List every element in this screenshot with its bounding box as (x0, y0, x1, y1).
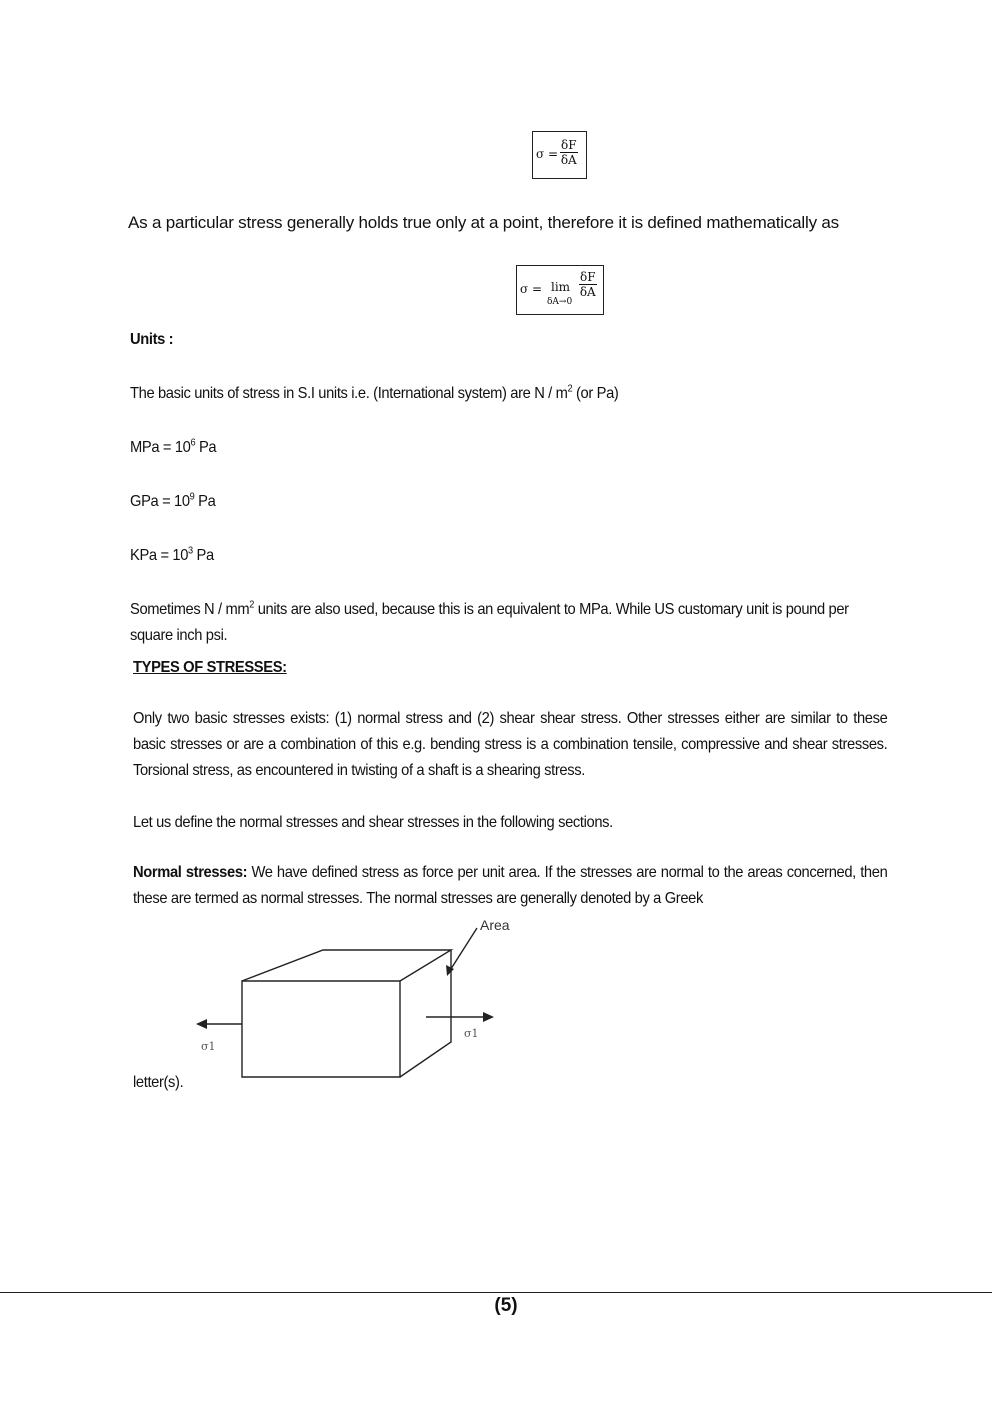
area-label: Area (480, 917, 510, 933)
mpa-post: Pa (195, 439, 217, 456)
sometimes-post: units are also used, because this is an equivalent to MPa. While US customary unit is pound per square inch psi. (130, 601, 849, 644)
normal-stresses-paragraph (133, 860, 887, 912)
kpa-text: KPa = 10 (130, 547, 189, 564)
units-basic-post: (or Pa) (572, 385, 619, 402)
units-sometimes-paragraph (130, 597, 892, 649)
equation-stress-definition (532, 131, 587, 179)
sometimes-text: Sometimes N / mm (130, 601, 250, 618)
limit-operator: lim (551, 280, 571, 294)
gpa-text: GPa = 10 (130, 493, 190, 510)
area-leader-line (449, 928, 477, 972)
normal-stresses-label: Normal stresses: (133, 864, 248, 881)
units-basic-text: The basic units of stress in S.I units i.e. (International system) are N / m (130, 385, 568, 402)
limit-subscript: δA→0 (547, 297, 573, 307)
block-front-face (242, 981, 400, 1077)
types-heading: TYPES OF STRESSES: (133, 659, 287, 676)
equation-lhs: σ = (520, 282, 543, 296)
intro-paragraph: As a particular stress generally holds true only at a point, therefore it is defined mathematically as (128, 213, 839, 232)
sigma-left-label: σ1 (201, 1040, 216, 1053)
units-gpa (130, 489, 215, 515)
gpa-post: Pa (194, 493, 216, 510)
kpa-post: Pa (192, 547, 214, 564)
normal-stresses-text: We have defined stress as force per unit area. If the stresses are normal to the areas concerned, then these are termed as normal stresses. The normal stresses are generally denoted by a Greek (133, 864, 888, 907)
block-top-face (242, 950, 451, 981)
fraction-numerator: δF (580, 270, 596, 284)
units-heading: Units : (130, 331, 174, 348)
footer-rule (0, 1292, 992, 1293)
equation-stress-limit (516, 265, 604, 315)
types-paragraph-1: Only two basic stresses exists: (1) normal stress and (2) shear shear stress. Other stresses either are similar to these basic stresses or are a combination of this e.g. bending stress is a combination tensile, compressive and shear stresses. Torsional stress, as encountered in twisting of a shaft is a shearing stress. (133, 710, 888, 779)
block-side-face (400, 950, 451, 1077)
mpa-sup: 6 (190, 437, 196, 449)
fraction-denominator: δA (560, 153, 577, 167)
sigma-right-label: σ1 (464, 1027, 479, 1040)
letter-text: letter(s). (133, 1074, 184, 1091)
left-arrow-head (196, 1019, 207, 1029)
normal-stress-figure (190, 912, 520, 1084)
right-arrow-head (483, 1012, 494, 1022)
fraction-numerator: δF (561, 138, 577, 152)
gpa-sup: 9 (189, 491, 195, 503)
page-number: (5) (494, 1295, 518, 1316)
equation-fraction (560, 138, 578, 167)
units-basic-line (130, 381, 618, 407)
equation-fraction (579, 270, 597, 299)
units-kpa (130, 543, 214, 569)
equation-lhs: σ = (536, 147, 559, 161)
units-mpa (130, 435, 216, 461)
kpa-sup: 3 (188, 545, 193, 557)
units-basic-sup: 2 (567, 383, 573, 395)
mpa-text: MPa = 10 (130, 439, 191, 456)
types-paragraph-2: Let us define the normal stresses and shear stresses in the following sections. (133, 814, 613, 831)
fraction-denominator: δA (579, 285, 596, 299)
sometimes-sup: 2 (249, 599, 255, 611)
